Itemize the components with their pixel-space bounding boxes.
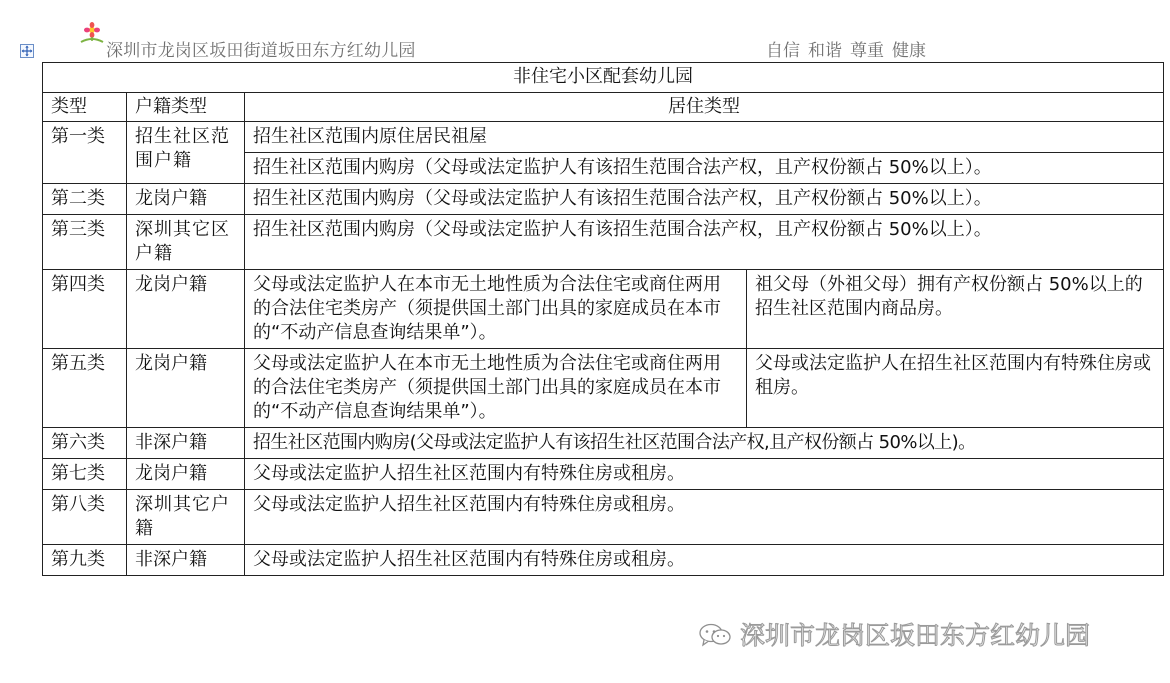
row-hukou: 龙岗户籍 bbox=[127, 184, 245, 215]
table-header-row bbox=[43, 93, 1164, 122]
row-hukou: 深圳其它区户籍 bbox=[127, 215, 245, 270]
table-row bbox=[43, 184, 1164, 215]
wechat-icon bbox=[698, 623, 732, 647]
row-category: 第八类 bbox=[43, 490, 127, 545]
row-residence: 招生社区范围内购房（父母或法定监护人有该招生范围合法产权，且产权份额占 50%以上）。 bbox=[245, 184, 1164, 215]
watermark-text: 深圳市龙岗区坂田东方红幼儿园 bbox=[740, 621, 1091, 650]
row-hukou: 非深户籍 bbox=[127, 428, 245, 459]
table-row bbox=[43, 122, 1164, 153]
row-category: 第二类 bbox=[43, 184, 127, 215]
row-residence: 招生社区范围内购房（父母或法定监护人有该招生范围合法产权，且产权份额占 50%以上）。 bbox=[245, 215, 1164, 270]
wechat-watermark bbox=[698, 616, 1090, 652]
row-category: 第三类 bbox=[43, 215, 127, 270]
row-category: 第七类 bbox=[43, 459, 127, 490]
table-row bbox=[43, 545, 1164, 576]
row-residence: 招生社区范围内原住居民祖屋 bbox=[245, 122, 1164, 153]
row-category: 第九类 bbox=[43, 545, 127, 576]
school-name-header: 深圳市龙岗区坂田街道坂田东方红幼儿园 bbox=[106, 41, 416, 61]
enrollment-table bbox=[42, 62, 1164, 576]
motto-word: 自信 bbox=[766, 41, 800, 61]
row-hukou: 深圳其它户籍 bbox=[127, 490, 245, 545]
row-residence-a: 父母或法定监护人在本市无土地性质为合法住宅或商住两用的合法住宅类房产（须提供国土部门出具的家庭成员在本市的“不动产信息查询结果单”）。 bbox=[245, 270, 747, 349]
row-hukou: 非深户籍 bbox=[127, 545, 245, 576]
row-hukou: 招生社区范围户籍 bbox=[127, 122, 245, 184]
header-hukou: 户籍类型 bbox=[127, 93, 245, 122]
table-row bbox=[43, 428, 1164, 459]
row-residence: 父母或法定监护人招生社区范围内有特殊住房或租房。 bbox=[245, 545, 1164, 576]
row-residence-b: 祖父母（外祖父母）拥有产权份额占 50%以上的招生社区范围内商品房。 bbox=[747, 270, 1164, 349]
table-row bbox=[43, 270, 1164, 349]
motto-word: 健康 bbox=[892, 41, 926, 61]
table-move-handle-icon[interactable] bbox=[20, 44, 34, 58]
school-motto bbox=[766, 36, 926, 61]
row-residence: 父母或法定监护人招生社区范围内有特殊住房或租房。 bbox=[245, 459, 1164, 490]
row-category: 第五类 bbox=[43, 349, 127, 428]
row-hukou: 龙岗户籍 bbox=[127, 349, 245, 428]
table-row bbox=[43, 490, 1164, 545]
motto-word: 和谐 bbox=[808, 41, 842, 61]
flower-logo-icon bbox=[78, 22, 106, 46]
header-category: 类型 bbox=[43, 93, 127, 122]
table-row bbox=[43, 459, 1164, 490]
row-residence: 父母或法定监护人招生社区范围内有特殊住房或租房。 bbox=[245, 490, 1164, 545]
row-category: 第一类 bbox=[43, 122, 127, 184]
row-residence: 招生社区范围内购房（父母或法定监护人有该招生范围合法产权，且产权份额占 50%以上）。 bbox=[245, 153, 1164, 184]
row-residence: 招生社区范围内购房(父母或法定监护人有该招生社区范围合法产权,且产权份额占 50%以上)。 bbox=[245, 428, 1164, 459]
row-residence-b: 父母或法定监护人在招生社区范围内有特殊住房或租房。 bbox=[747, 349, 1164, 428]
row-category: 第六类 bbox=[43, 428, 127, 459]
row-category: 第四类 bbox=[43, 270, 127, 349]
row-hukou: 龙岗户籍 bbox=[127, 270, 245, 349]
row-hukou: 龙岗户籍 bbox=[127, 459, 245, 490]
table-row bbox=[43, 215, 1164, 270]
header-residence: 居住类型 bbox=[245, 93, 1164, 122]
table-title: 非住宅小区配套幼儿园 bbox=[43, 63, 1164, 93]
row-residence-a: 父母或法定监护人在本市无土地性质为合法住宅或商住两用的合法住宅类房产（须提供国土部门出具的家庭成员在本市的“不动产信息查询结果单”）。 bbox=[245, 349, 747, 428]
table-row bbox=[43, 349, 1164, 428]
table-title-row bbox=[43, 63, 1164, 93]
motto-word: 尊重 bbox=[850, 41, 884, 61]
